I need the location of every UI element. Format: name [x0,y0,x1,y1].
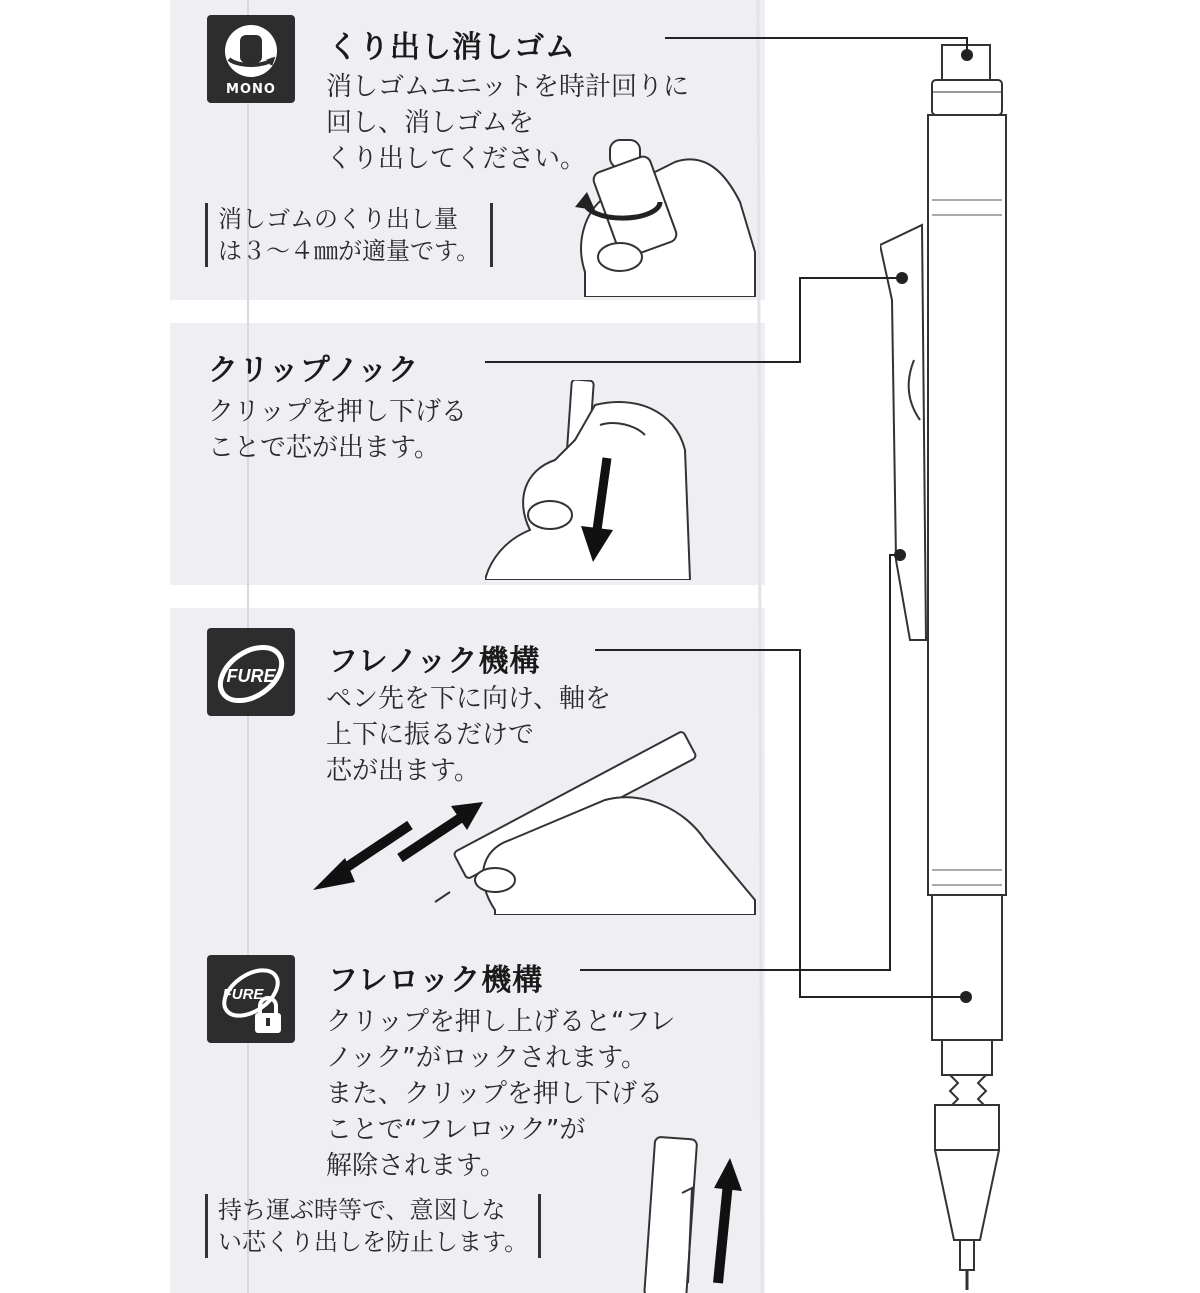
eraser-body-line-2: 回し、消しゴムを [326,108,535,138]
eraser-title: くり出し消しゴム [328,30,576,65]
fure-lock-body-line-2: ノック”がロックされます。 [326,1043,648,1073]
mono-logo-text: MONO [226,82,276,97]
fure-knock-body-line-1: ペン先を下に向け、軸を [326,684,611,714]
fure-lock-body-line-4: ことで“フレロック”が [326,1115,586,1145]
clip-knock-body-line-1: クリップを押し下げる [208,397,467,427]
fure-knock-title: フレノック機構 [328,644,541,679]
eraser-note-line-2: は３〜４㎜が適量です。 [218,237,481,265]
fure-lock-body-line-5: 解除されます。 [326,1151,506,1181]
fure-lock-note-line-2: い芯くり出しを防止します。 [218,1228,529,1256]
fure-lock-logo-text: FURE [222,986,264,1003]
clip-knock-body-line-2: ことで芯が出ます。 [208,433,440,463]
fure-lock-body-line-1: クリップを押し上げると“フレ [326,1007,676,1037]
fure-lock-title: フレロック機構 [328,963,544,998]
eraser-body-line-3: くり出してください。 [326,144,587,174]
fure-knock-body-line-3: 芯が出ます。 [326,756,480,786]
fure-knock-body-line-2: 上下に振るだけで [326,720,535,750]
fure-lock-note-line-1: 持ち運ぶ時等で、意図しな [218,1196,506,1224]
fure-logo-text: FURE [226,666,276,686]
eraser-note-line-1: 消しゴムのくり出し量 [218,205,458,233]
eraser-body-line-1: 消しゴムユニットを時計回りに [326,72,689,102]
clip-knock-title: クリップノック [208,353,420,388]
fure-lock-body-line-3: また、クリップを押し下げる [326,1079,663,1109]
